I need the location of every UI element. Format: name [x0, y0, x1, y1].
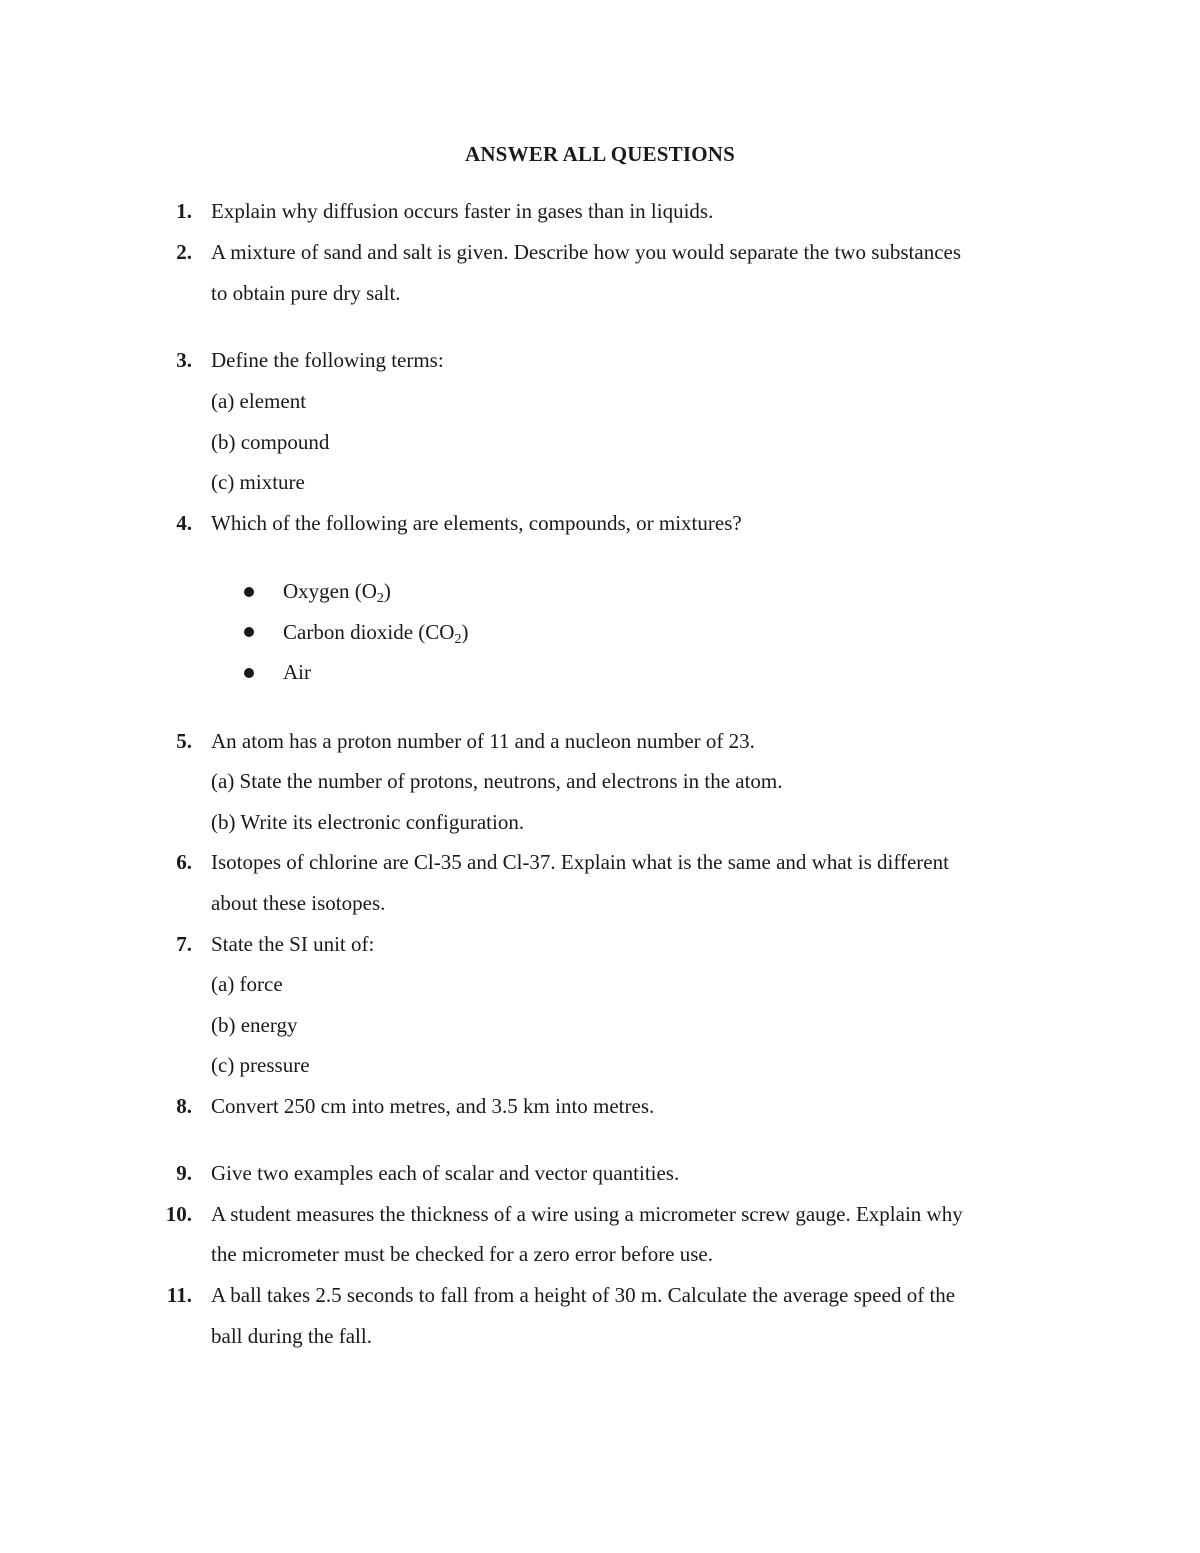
question-text: Explain why diffusion occurs faster in gases than in liquids.	[211, 199, 714, 223]
page-heading: ANSWER ALL QUESTIONS	[464, 142, 736, 166]
bullet-icon	[244, 668, 254, 678]
sub-part: (b) Write its electronic configuration.	[211, 810, 525, 834]
bullet-icon	[244, 587, 254, 597]
question-text: An atom has a proton number of 11 and a nucleon number of 23.	[211, 729, 755, 753]
question-text: Isotopes of chlorine are Cl-35 and Cl-37. Explain what is the same and what is different	[211, 850, 949, 874]
question-text: the micrometer must be checked for a zero error before use.	[211, 1242, 714, 1266]
question-text: A mixture of sand and salt is given. Describe how you would separate the two substances	[211, 240, 962, 264]
question-text: A student measures the thickness of a wire using a micrometer screw gauge. Explain why	[211, 1202, 963, 1226]
question-number: 1.	[176, 199, 192, 223]
sub-part: (a) force	[211, 972, 283, 996]
question-number: 4.	[176, 511, 192, 535]
question-text: ball during the fall.	[211, 1324, 372, 1348]
question-number: 5.	[176, 729, 192, 753]
bullet-icon	[244, 627, 254, 637]
sub-part: (b) compound	[211, 430, 330, 454]
question-number: 11.	[166, 1283, 192, 1307]
question-text: Convert 250 cm into metres, and 3.5 km into metres.	[211, 1094, 655, 1118]
list-item: Carbon dioxide $(CO_2)$	[283, 620, 469, 647]
question-text: to obtain pure dry salt.	[211, 281, 401, 305]
list-item: Oxygen $(O_2)$	[283, 579, 391, 606]
question-text: Which of the following are elements, compounds, or mixtures?	[211, 511, 742, 535]
question-text: about these isotopes.	[211, 891, 386, 915]
question-number: 7.	[176, 932, 192, 956]
question-text: A ball takes 2.5 seconds to fall from a height of 30 m. Calculate the average speed of the	[211, 1283, 956, 1307]
sub-part: (c) pressure	[211, 1053, 310, 1077]
question-number: 2.	[176, 240, 192, 264]
question-number: 10.	[165, 1202, 192, 1226]
question-number: 6.	[176, 850, 192, 874]
list-item: Air	[283, 660, 311, 684]
sub-part: (a) element	[211, 389, 307, 413]
question-number: 3.	[176, 348, 192, 372]
question-number: 8.	[176, 1094, 192, 1118]
sub-part: (b) energy	[211, 1013, 298, 1037]
question-text: Define the following terms:	[211, 348, 444, 372]
question-text: Give two examples each of scalar and vector quantities.	[211, 1161, 680, 1185]
sub-part: (c) mixture	[211, 470, 305, 494]
sub-part: (a) State the number of protons, neutrons, and electrons in the atom.	[211, 769, 783, 793]
question-number: 9.	[176, 1161, 192, 1185]
question-text: State the SI unit of:	[211, 932, 375, 956]
